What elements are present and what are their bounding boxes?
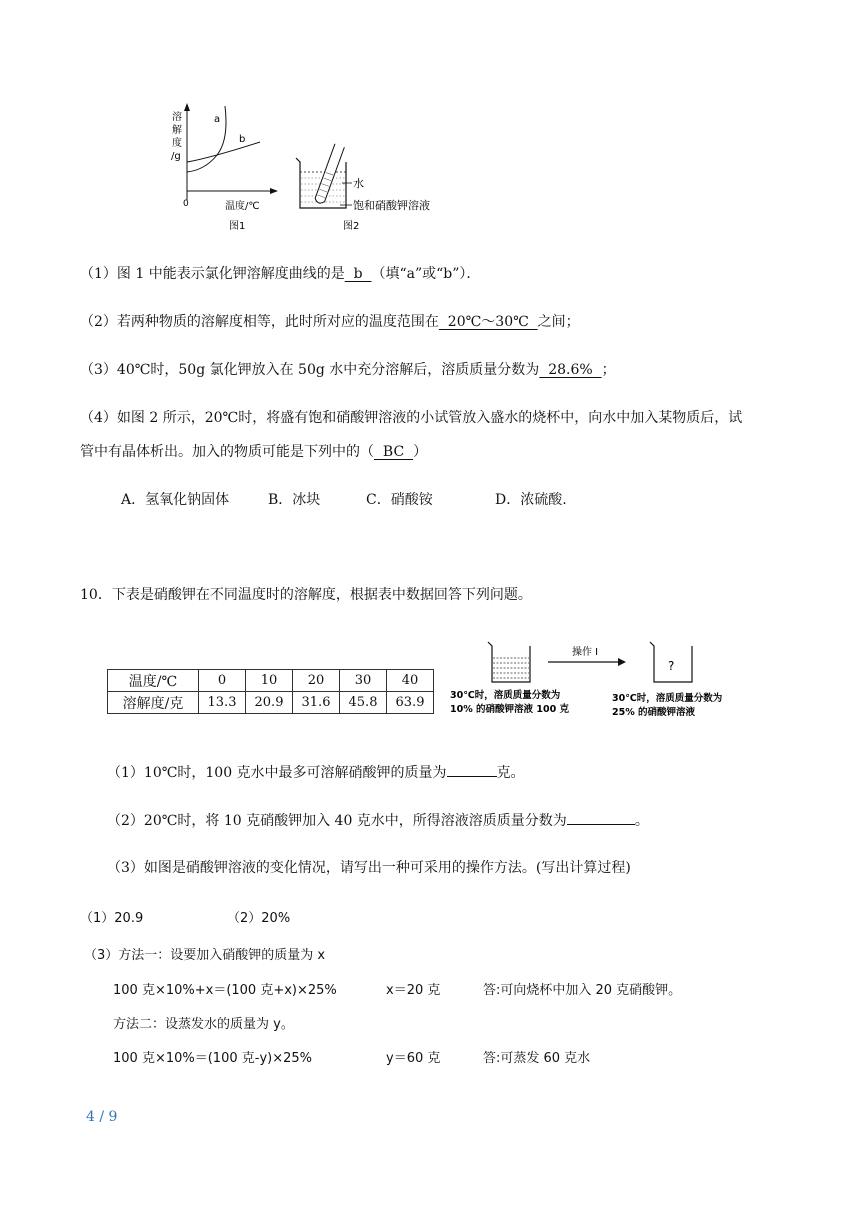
ylabel-char-3: 度: [172, 138, 182, 149]
right-caption-line2: 25% 的硝酸钾溶液: [612, 707, 696, 718]
method2-equation: 100 克×10%＝(100 克-y)×25%: [113, 1051, 312, 1066]
left-caption-line2: 10% 的硝酸钾溶液 100 克: [450, 704, 569, 715]
solubility-table: [107, 669, 434, 714]
table-cell: 30: [340, 670, 387, 692]
fig2-caption: 图2: [343, 221, 360, 232]
curve-a: [187, 106, 226, 172]
method1-answer: 答:可向烧杯中加入 20 克硝酸钾。: [483, 983, 682, 998]
q10-part2: （2）20℃时，将 10 克硝酸钾加入 40 克水中，所得溶液溶质质量分数为 。: [107, 810, 649, 830]
table-cell: 20.9: [246, 692, 293, 714]
q9-option-d: D．浓硫酸.: [495, 492, 567, 508]
question-mark: ?: [668, 659, 675, 673]
table-cell: 40: [387, 670, 434, 692]
q10-stem: 10．下表是硝酸钾在不同温度时的溶解度，根据表中数据回答下列问题。: [80, 587, 532, 603]
q10-part3: （3）如图是硝酸钾溶液的变化情况，请写出一种可采用的操作方法。(写出计算过程): [107, 860, 631, 876]
answer-blank[interactable]: [447, 762, 497, 777]
figure-2-beaker: [290, 140, 460, 235]
method2-answer: 答:可蒸发 60 克水: [483, 1051, 591, 1066]
curve-b-label: b: [239, 134, 246, 145]
table-cell: 13.3: [199, 692, 246, 714]
fig1-caption: 图1: [229, 221, 246, 232]
table-cell: 0: [199, 670, 246, 692]
q9-part2-answer: 20℃～30℃: [438, 314, 538, 330]
curve-b: [187, 142, 260, 162]
q9-part3: （3）40℃时，50g 氯化钾放入在 50g 水中充分溶解后，溶质质量分数为 28.6% ；: [80, 362, 616, 378]
q9-part4-answer: BC: [374, 444, 414, 460]
table-cell: 10: [246, 670, 293, 692]
answer-1: （1）20.9: [80, 911, 144, 926]
answer-blank[interactable]: [567, 810, 635, 825]
table-row: [108, 670, 434, 692]
table-cell: 20: [293, 670, 340, 692]
figure-1-solubility-graph: [165, 100, 285, 235]
table-cell: 温度/℃: [108, 670, 199, 692]
q10-part1: （1）10℃时，100 克水中最多可溶解硝酸钾的质量为 克。: [107, 762, 525, 782]
xlabel: 温度/℃: [225, 201, 260, 212]
left-caption-line1: 30℃时，溶质质量分数为: [450, 690, 561, 701]
method2-result: y＝60 克: [386, 1051, 441, 1066]
table-row: [108, 692, 434, 714]
method1-equation: 100 克×10%+x＝(100 克+x)×25%: [113, 983, 337, 998]
q9-option-b: B．冰块: [268, 492, 321, 508]
ylabel-char-4: /g: [171, 151, 181, 162]
q9-part2: （2）若两种物质的溶解度相等，此时所对应的温度范围在 20℃～30℃ 之间；: [80, 314, 580, 330]
label-saturated-solution: 饱和硝酸钾溶液: [353, 199, 430, 212]
right-caption-line1: 30℃时，溶质质量分数为: [612, 693, 723, 704]
method2-heading: 方法二：设蒸发水的质量为 y。: [113, 1017, 294, 1032]
method1-result: x＝20 克: [386, 983, 441, 998]
q9-part4-line1: （4）如图 2 所示，20℃时，将盛有饱和硝酸钾溶液的小试管放入盛水的烧杯中，向水中加入某物质后，试: [80, 410, 743, 426]
label-water: 水: [353, 177, 364, 190]
answer-3-heading: （3）方法一：设要加入硝酸钾的质量为 x: [84, 948, 326, 963]
ylabel-char-1: 溶: [172, 112, 182, 123]
q9-option-c: C．硝酸铵: [366, 492, 433, 508]
q9-part3-answer: 28.6%: [539, 362, 602, 378]
table-cell: 63.9: [387, 692, 434, 714]
q9-part4-line2: 管中有晶体析出。加入的物质可能是下列中的（ BC ）: [80, 444, 428, 460]
operation-label: 操作 I: [572, 647, 599, 658]
table-cell: 45.8: [340, 692, 387, 714]
ylabel-char-2: 解: [172, 125, 182, 136]
operation-diagram: [440, 634, 770, 734]
page-number: 4 / 9: [86, 1109, 118, 1125]
origin-label: 0: [183, 199, 189, 209]
q9-part1-answer: b: [344, 266, 372, 282]
table-cell: 31.6: [293, 692, 340, 714]
answer-2: （2）20%: [227, 911, 291, 926]
q9-part1: （1）图 1 中能表示氯化钾溶解度曲线的是 b （填“a”或“b”）．: [80, 266, 481, 282]
table-cell: 溶解度/克: [108, 692, 199, 714]
curve-a-label: a: [214, 114, 221, 125]
q9-option-a: A．氢氧化钠固体: [121, 492, 230, 508]
